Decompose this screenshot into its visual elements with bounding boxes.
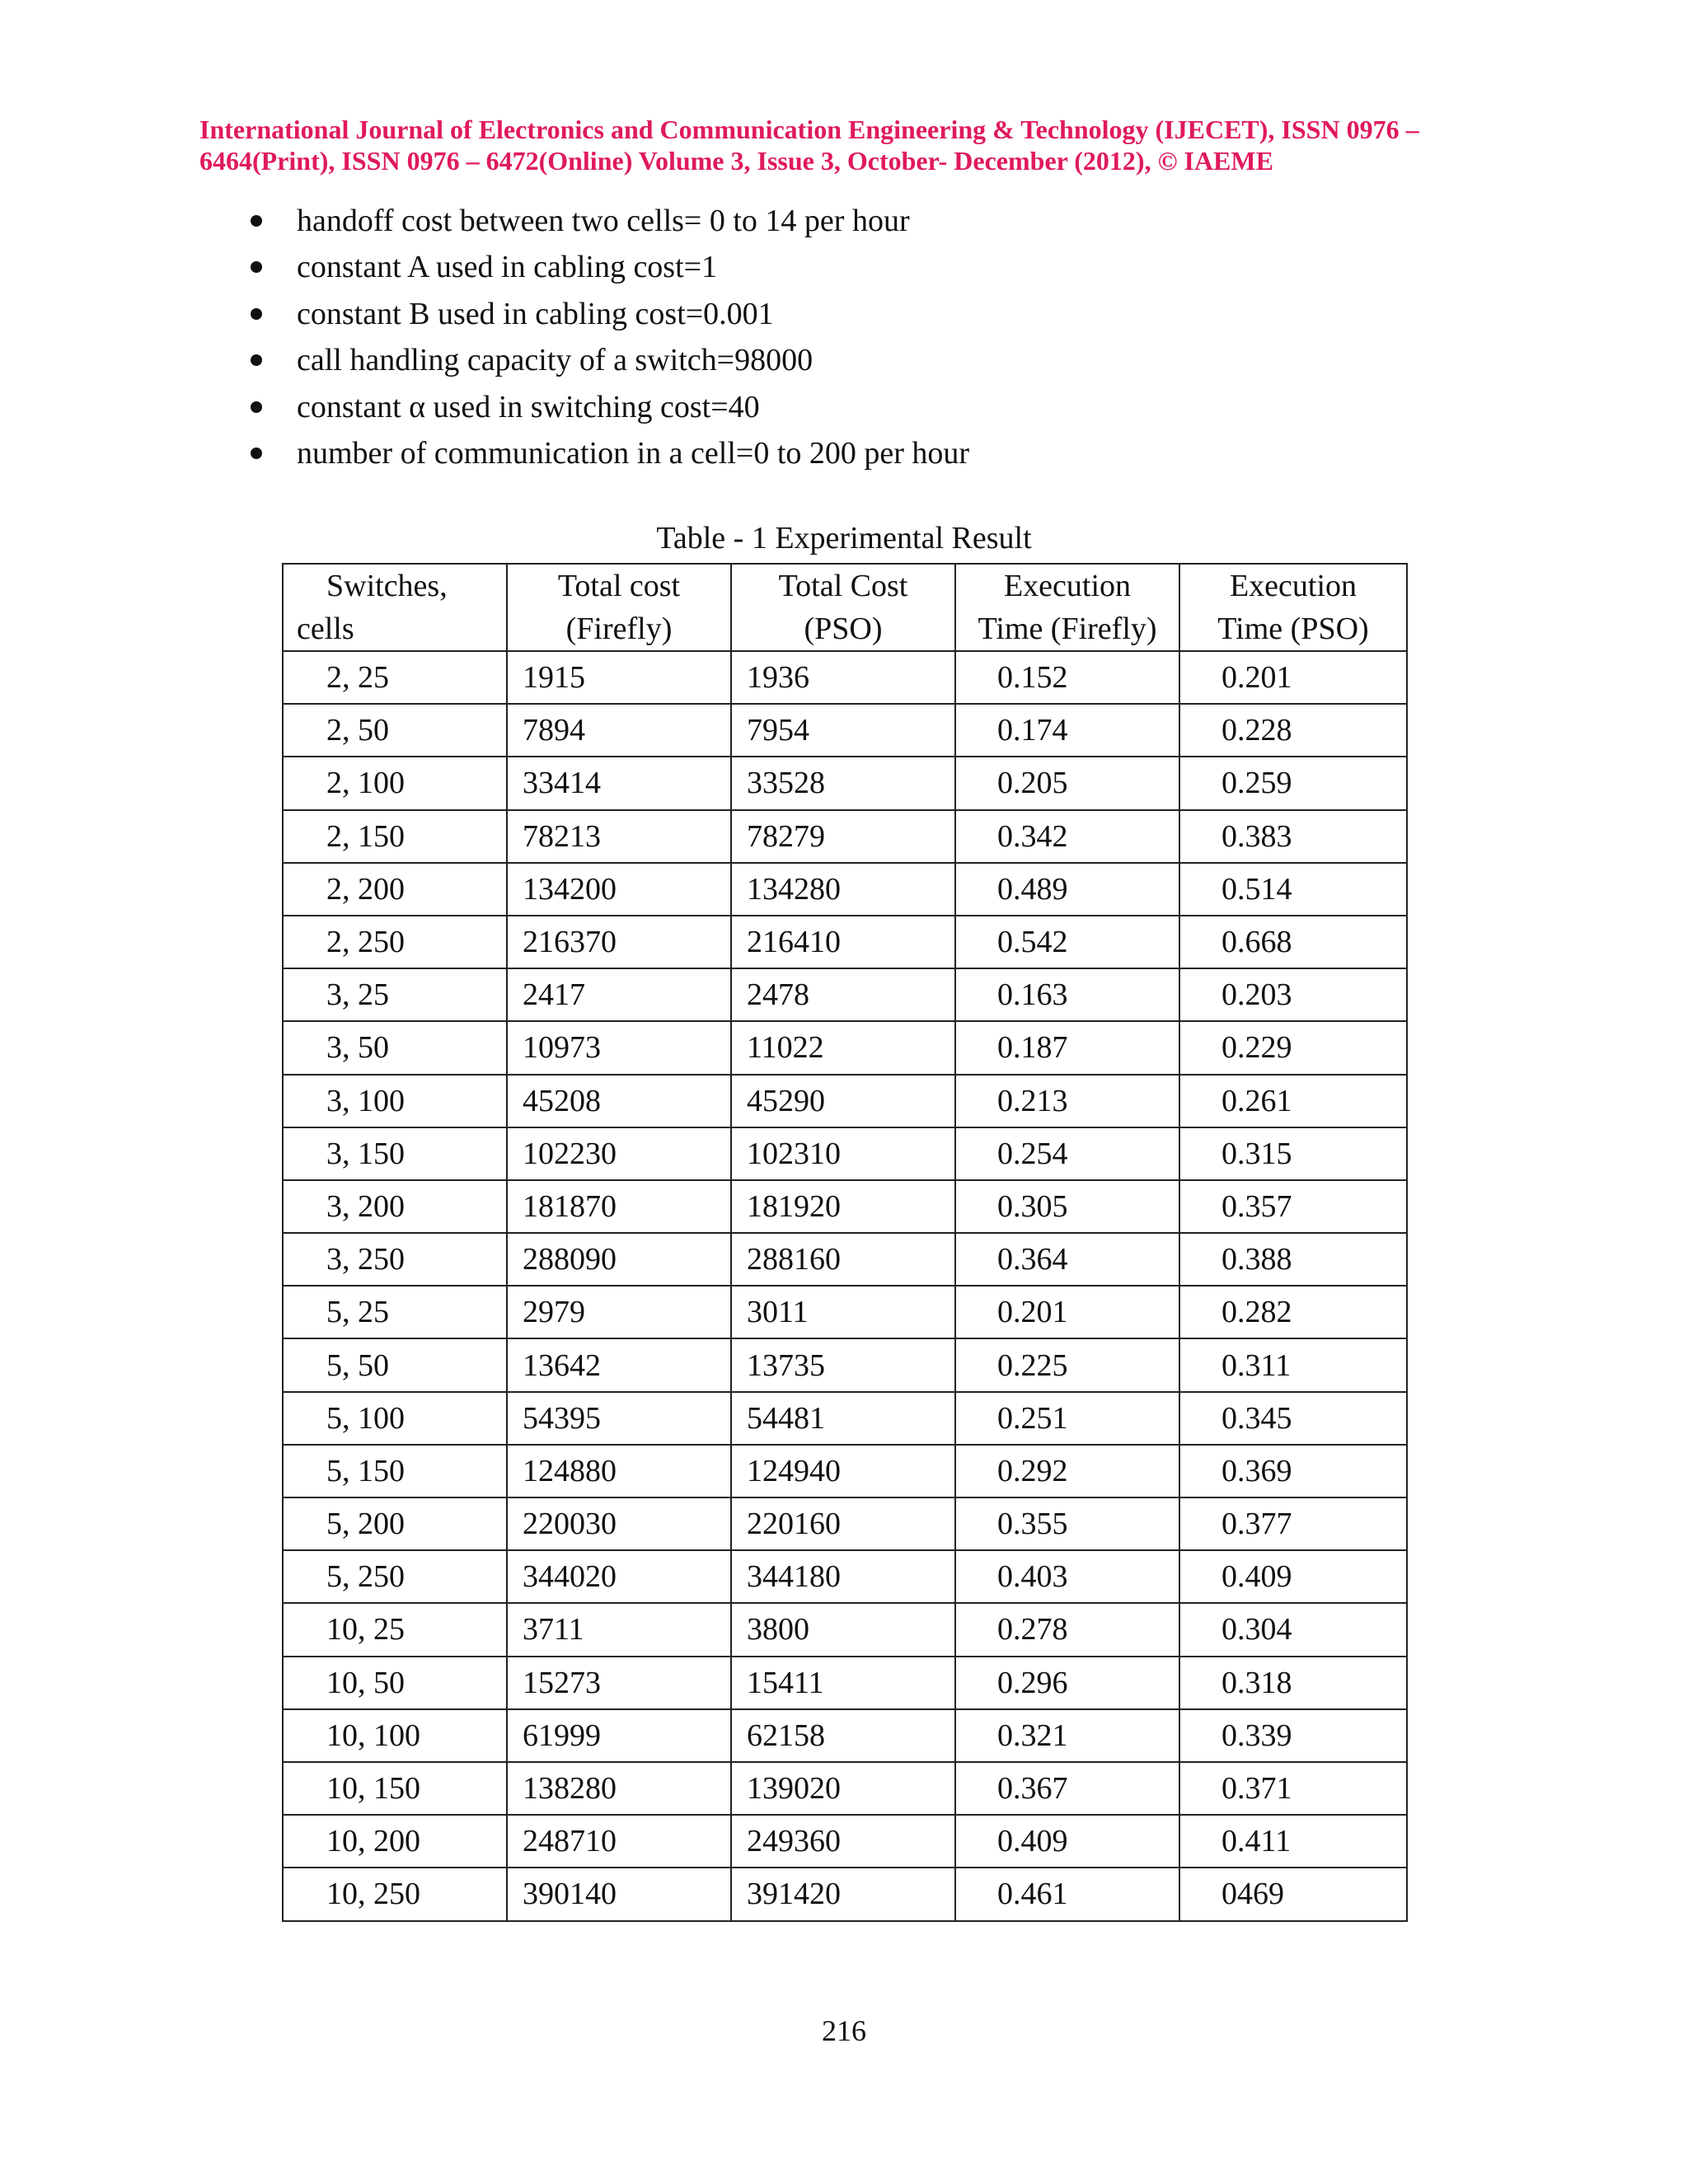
- cell-total-cost-firefly: 102230: [507, 1127, 731, 1180]
- cell-execution-time-firefly: 0.403: [955, 1550, 1179, 1603]
- cell-switches-cells: 3, 150: [283, 1127, 507, 1180]
- table-row: [283, 1233, 1407, 1286]
- table-row: [283, 651, 1407, 704]
- cell-execution-time-pso: 0.315: [1179, 1127, 1407, 1180]
- journal-header-line-1: International Journal of Electronics and Communication Engineering & Technology (IJECET), ISSN 0976 –: [199, 115, 1419, 144]
- table-row: [283, 1338, 1407, 1391]
- cell-total-cost-firefly: 134200: [507, 863, 731, 916]
- journal-header: [199, 114, 1518, 176]
- cell-total-cost-pso: 102310: [731, 1127, 955, 1180]
- cell-execution-time-firefly: 0.201: [955, 1286, 1179, 1338]
- cell-execution-time-firefly: 0.254: [955, 1127, 1179, 1180]
- cell-execution-time-firefly: 0.163: [955, 968, 1179, 1021]
- cell-total-cost-pso: 54481: [731, 1392, 955, 1445]
- cell-execution-time-firefly: 0.278: [955, 1603, 1179, 1656]
- cell-execution-time-firefly: 0.409: [955, 1815, 1179, 1868]
- cell-execution-time-firefly: 0.321: [955, 1709, 1179, 1762]
- cell-switches-cells: 10, 25: [283, 1603, 507, 1656]
- cell-total-cost-firefly: 2417: [507, 968, 731, 1021]
- cell-total-cost-pso: 124940: [731, 1445, 955, 1497]
- cell-total-cost-firefly: 216370: [507, 916, 731, 968]
- cell-execution-time-firefly: 0.296: [955, 1657, 1179, 1709]
- cell-execution-time-firefly: 0.205: [955, 757, 1179, 809]
- cell-total-cost-pso: 62158: [731, 1709, 955, 1762]
- cell-execution-time-pso: 0.311: [1179, 1338, 1407, 1391]
- cell-execution-time-pso: 0.229: [1179, 1021, 1407, 1074]
- cell-switches-cells: 2, 50: [283, 704, 507, 757]
- cell-execution-time-pso: 0.668: [1179, 916, 1407, 968]
- cell-total-cost-pso: 139020: [731, 1762, 955, 1815]
- table-row: [283, 1127, 1407, 1180]
- cell-total-cost-firefly: 54395: [507, 1392, 731, 1445]
- cell-execution-time-pso: 0.388: [1179, 1233, 1407, 1286]
- cell-execution-time-firefly: 0.367: [955, 1762, 1179, 1815]
- parameter-item: [239, 384, 969, 430]
- cell-total-cost-pso: 1936: [731, 651, 955, 704]
- parameter-text: number of communication in a cell=0 to 200 per hour: [297, 435, 970, 471]
- column-header-total-cost-pso: [731, 564, 955, 651]
- cell-total-cost-firefly: 1915: [507, 651, 731, 704]
- cell-total-cost-pso: 220160: [731, 1497, 955, 1550]
- table-row: [283, 1392, 1407, 1445]
- cell-total-cost-firefly: 13642: [507, 1338, 731, 1391]
- journal-header-line-2: 6464(Print), ISSN 0976 – 6472(Online) Volume 3, Issue 3, October- December (2012), © IAEME: [199, 146, 1273, 176]
- table-header-row: [283, 564, 1407, 651]
- table-row: [283, 810, 1407, 863]
- cell-switches-cells: 2, 150: [283, 810, 507, 863]
- cell-total-cost-pso: 45290: [731, 1075, 955, 1127]
- cell-total-cost-firefly: 248710: [507, 1815, 731, 1868]
- table-row: [283, 1657, 1407, 1709]
- cell-total-cost-firefly: 390140: [507, 1868, 731, 1920]
- cell-execution-time-pso: 0469: [1179, 1868, 1407, 1920]
- cell-switches-cells: 5, 25: [283, 1286, 507, 1338]
- cell-execution-time-pso: 0.228: [1179, 704, 1407, 757]
- parameter-item: [239, 337, 969, 383]
- column-header-line: Switches,: [326, 569, 448, 603]
- cell-execution-time-firefly: 0.364: [955, 1233, 1179, 1286]
- cell-execution-time-pso: 0.201: [1179, 651, 1407, 704]
- cell-switches-cells: 3, 200: [283, 1180, 507, 1233]
- cell-execution-time-pso: 0.514: [1179, 863, 1407, 916]
- cell-total-cost-pso: 11022: [731, 1021, 955, 1074]
- cell-switches-cells: 2, 250: [283, 916, 507, 968]
- cell-execution-time-pso: 0.377: [1179, 1497, 1407, 1550]
- cell-execution-time-firefly: 0.152: [955, 651, 1179, 704]
- column-header-line: Time (Firefly): [978, 612, 1157, 646]
- cell-switches-cells: 2, 25: [283, 651, 507, 704]
- cell-execution-time-pso: 0.259: [1179, 757, 1407, 809]
- column-header-line: (PSO): [804, 612, 883, 646]
- cell-switches-cells: 2, 100: [283, 757, 507, 809]
- cell-total-cost-firefly: 33414: [507, 757, 731, 809]
- table-row: [283, 1180, 1407, 1233]
- column-header-line: cells: [297, 612, 354, 646]
- cell-execution-time-pso: 0.304: [1179, 1603, 1407, 1656]
- cell-total-cost-firefly: 45208: [507, 1075, 731, 1127]
- table-row: [283, 757, 1407, 809]
- cell-switches-cells: 5, 50: [283, 1338, 507, 1391]
- cell-total-cost-pso: 344180: [731, 1550, 955, 1603]
- cell-execution-time-firefly: 0.292: [955, 1445, 1179, 1497]
- parameter-item: [239, 430, 969, 476]
- cell-total-cost-pso: 391420: [731, 1868, 955, 1920]
- cell-switches-cells: 10, 100: [283, 1709, 507, 1762]
- cell-execution-time-pso: 0.409: [1179, 1550, 1407, 1603]
- cell-execution-time-pso: 0.371: [1179, 1762, 1407, 1815]
- cell-total-cost-firefly: 344020: [507, 1550, 731, 1603]
- experimental-results-table: [282, 563, 1408, 1922]
- cell-switches-cells: 2, 200: [283, 863, 507, 916]
- cell-total-cost-pso: 15411: [731, 1657, 955, 1709]
- cell-execution-time-pso: 0.203: [1179, 968, 1407, 1021]
- cell-total-cost-firefly: 3711: [507, 1603, 731, 1656]
- cell-total-cost-pso: 33528: [731, 757, 955, 809]
- cell-execution-time-firefly: 0.342: [955, 810, 1179, 863]
- cell-execution-time-firefly: 0.355: [955, 1497, 1179, 1550]
- cell-total-cost-firefly: 124880: [507, 1445, 731, 1497]
- parameter-item: [239, 244, 969, 290]
- cell-total-cost-pso: 78279: [731, 810, 955, 863]
- cell-total-cost-firefly: 181870: [507, 1180, 731, 1233]
- table-row: [283, 1762, 1407, 1815]
- cell-execution-time-pso: 0.411: [1179, 1815, 1407, 1868]
- cell-execution-time-pso: 0.318: [1179, 1657, 1407, 1709]
- cell-switches-cells: 5, 250: [283, 1550, 507, 1603]
- cell-total-cost-firefly: 2979: [507, 1286, 731, 1338]
- cell-switches-cells: 10, 150: [283, 1762, 507, 1815]
- column-header-execution-time-firefly: [955, 564, 1179, 651]
- cell-execution-time-pso: 0.261: [1179, 1075, 1407, 1127]
- table-row: [283, 968, 1407, 1021]
- table-row: [283, 1709, 1407, 1762]
- bullet-icon: [251, 261, 262, 273]
- cell-total-cost-pso: 7954: [731, 704, 955, 757]
- cell-execution-time-firefly: 0.225: [955, 1338, 1179, 1391]
- cell-total-cost-firefly: 220030: [507, 1497, 731, 1550]
- cell-switches-cells: 5, 100: [283, 1392, 507, 1445]
- cell-switches-cells: 3, 100: [283, 1075, 507, 1127]
- parameter-item: [239, 198, 969, 244]
- cell-switches-cells: 3, 25: [283, 968, 507, 1021]
- cell-total-cost-firefly: 288090: [507, 1233, 731, 1286]
- table-row: [283, 1445, 1407, 1497]
- cell-switches-cells: 3, 250: [283, 1233, 507, 1286]
- cell-total-cost-firefly: 61999: [507, 1709, 731, 1762]
- column-header-switches-cells: [283, 564, 507, 651]
- cell-switches-cells: 5, 150: [283, 1445, 507, 1497]
- parameter-text: constant A used in cabling cost=1: [297, 250, 718, 285]
- cell-execution-time-firefly: 0.542: [955, 916, 1179, 968]
- bullet-icon: [251, 308, 262, 320]
- cell-total-cost-pso: 288160: [731, 1233, 955, 1286]
- parameter-text: constant B used in cabling cost=0.001: [297, 296, 774, 331]
- cell-total-cost-pso: 216410: [731, 916, 955, 968]
- cell-switches-cells: 10, 200: [283, 1815, 507, 1868]
- table-row: [283, 1286, 1407, 1338]
- cell-execution-time-pso: 0.345: [1179, 1392, 1407, 1445]
- cell-execution-time-pso: 0.383: [1179, 810, 1407, 863]
- cell-total-cost-pso: 134280: [731, 863, 955, 916]
- cell-total-cost-pso: 181920: [731, 1180, 955, 1233]
- parameter-text: constant α used in switching cost=40: [297, 389, 760, 424]
- cell-execution-time-pso: 0.369: [1179, 1445, 1407, 1497]
- cell-switches-cells: 5, 200: [283, 1497, 507, 1550]
- table-row: [283, 1868, 1407, 1920]
- cell-execution-time-firefly: 0.489: [955, 863, 1179, 916]
- cell-execution-time-firefly: 0.174: [955, 704, 1179, 757]
- column-header-line: Execution: [1229, 569, 1357, 603]
- page-number: 216: [822, 2014, 866, 2047]
- column-header-total-cost-firefly: [507, 564, 731, 651]
- column-header-line: Total cost: [557, 569, 681, 603]
- cell-switches-cells: 10, 50: [283, 1657, 507, 1709]
- cell-execution-time-firefly: 0.305: [955, 1180, 1179, 1233]
- cell-execution-time-firefly: 0.251: [955, 1392, 1179, 1445]
- cell-total-cost-firefly: 78213: [507, 810, 731, 863]
- table-row: [283, 1550, 1407, 1603]
- cell-execution-time-pso: 0.282: [1179, 1286, 1407, 1338]
- column-header-line: Total Cost: [778, 569, 908, 603]
- bullet-icon: [251, 354, 262, 366]
- cell-execution-time-firefly: 0.213: [955, 1075, 1179, 1127]
- table-row: [283, 863, 1407, 916]
- cell-execution-time-firefly: 0.187: [955, 1021, 1179, 1074]
- column-header-execution-time-pso: [1179, 564, 1407, 651]
- cell-total-cost-pso: 3011: [731, 1286, 955, 1338]
- column-header-line: (Firefly): [565, 612, 673, 646]
- cell-switches-cells: 3, 50: [283, 1021, 507, 1074]
- cell-execution-time-pso: 0.339: [1179, 1709, 1407, 1762]
- bullet-icon: [251, 215, 262, 227]
- table-row: [283, 1815, 1407, 1868]
- table-row: [283, 1021, 1407, 1074]
- parameter-item: [239, 291, 969, 337]
- column-header-line: Time (PSO): [1217, 612, 1369, 646]
- cell-total-cost-pso: 2478: [731, 968, 955, 1021]
- table-row: [283, 1075, 1407, 1127]
- table-body: [283, 651, 1407, 1921]
- parameter-text: call handling capacity of a switch=98000: [297, 343, 814, 378]
- cell-total-cost-pso: 249360: [731, 1815, 955, 1868]
- cell-total-cost-pso: 13735: [731, 1338, 955, 1391]
- table-row: [283, 1603, 1407, 1656]
- cell-total-cost-firefly: 10973: [507, 1021, 731, 1074]
- column-header-line: Execution: [1003, 569, 1132, 603]
- parameter-text: handoff cost between two cells= 0 to 14 per hour: [297, 204, 910, 238]
- cell-total-cost-firefly: 138280: [507, 1762, 731, 1815]
- bullet-icon: [251, 401, 262, 413]
- parameter-list: [239, 198, 969, 476]
- table-row: [283, 916, 1407, 968]
- table-caption: Table - 1 Experimental Result: [656, 521, 1032, 555]
- cell-execution-time-firefly: 0.461: [955, 1868, 1179, 1920]
- cell-total-cost-pso: 3800: [731, 1603, 955, 1656]
- cell-execution-time-pso: 0.357: [1179, 1180, 1407, 1233]
- table-row: [283, 704, 1407, 757]
- cell-switches-cells: 10, 250: [283, 1868, 507, 1920]
- bullet-icon: [251, 448, 262, 459]
- cell-total-cost-firefly: 7894: [507, 704, 731, 757]
- cell-total-cost-firefly: 15273: [507, 1657, 731, 1709]
- table-row: [283, 1497, 1407, 1550]
